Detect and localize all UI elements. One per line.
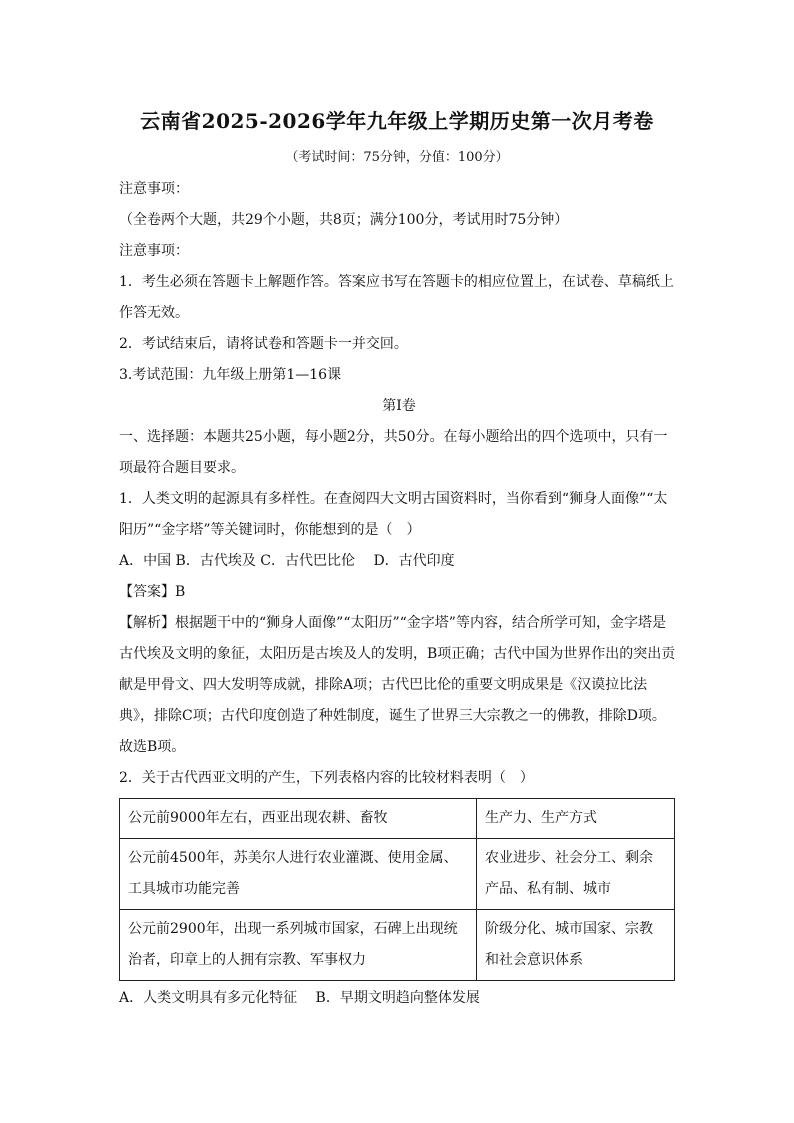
table-row [120, 910, 675, 981]
notes-heading: 注意事项： [119, 243, 189, 259]
question-1-answer: 【答案】B [119, 584, 186, 600]
note-item: 3.考试范围：九年级上册第1—16课 [119, 367, 342, 383]
question-1-analysis: 【解析】根据题干中的“狮身人面像”“太阳历”“金字塔”等内容，结合所学可知，金字塔是古代埃及文明的象征，太阳历是古埃及人的发明，B项正确；古代中国为世界作出的突出贡献是甲骨文、四大发明等成就，排除A项；古代巴比伦的重要文明成果是《汉谟拉比法典》，排除C项；古代印度创造了种姓制度，诞生了世界三大宗教之一的佛教，排除D项。故选B项。 [119, 615, 676, 755]
table-cell: 生产力、生产方式 [477, 799, 675, 839]
table-cell: 阶级分化、城市国家、宗教和社会意识体系 [477, 910, 675, 981]
page-title: 云南省2025-2026学年九年级上学期历史第一次月考卷 [140, 109, 654, 133]
note-item: 2．考试结束后，请将试卷和答题卡一并交回。 [119, 336, 408, 352]
notes-scope: （全卷两个大题，共29个小题，共8页；满分100分，考试用时75分钟） [119, 212, 569, 228]
question-2-stem: 2．关于古代西亚文明的产生，下列表格内容的比较材料表明（ ） [119, 770, 534, 786]
table-cell: 农业进步、社会分工、剩余产品、私有制、城市 [477, 839, 675, 910]
exam-body [119, 174, 679, 1014]
section-label: 第Ⅰ卷 [382, 398, 416, 414]
question-1-stem: 1．人类文明的起源具有多样性。在查阅四大文明古国资料时，当你看到“狮身人面像”“太阳历”“金字塔”等关键词时，你能想到的是（ ） [119, 491, 668, 538]
note-item: 1．考生必须在答题卡上解题作答。答案应书写在答题卡的相应位置上，在试卷、草稿纸上作答无效。 [119, 274, 674, 321]
part-heading: 一、选择题：本题共25小题，每小题2分，共50分。在每小题给出的四个选项中，只有一项最符合题目要求。 [119, 429, 668, 476]
table-cell: 公元前2900年，出现一系列城市国家，石碑上出现统治者，印章上的人拥有宗教、军事权力 [120, 910, 477, 981]
comparison-table [119, 798, 675, 981]
table-row [120, 839, 675, 910]
notes-heading: 注意事项： [119, 181, 189, 197]
table-cell: 公元前9000年左右，西亚出现农耕、畜牧 [120, 799, 477, 839]
table-cell: 公元前4500年，苏美尔人进行农业灌溉、使用金属、工具城市功能完善 [120, 839, 477, 910]
question-1-options: A．中国 B．古代埃及 C．古代巴比伦 D．古代印度 [119, 553, 455, 569]
exam-subtitle: （考试时间：75分钟，分值：100分） [285, 150, 509, 165]
table-row [120, 799, 675, 839]
question-2-options: A．人类文明具有多元化特征 B．早期文明趋向整体发展 [119, 990, 480, 1006]
